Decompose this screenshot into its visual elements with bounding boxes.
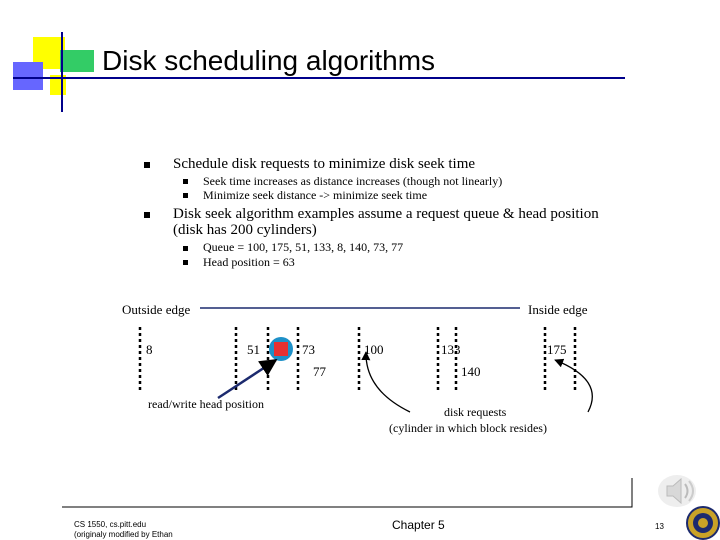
bullet-1-sub-1: Seek time increases as distance increases (though not linearly) [203,174,503,188]
cylinder-label: 133 [441,342,461,357]
bullet-2-sub-1: Queue = 100, 175, 51, 133, 8, 140, 73, 77 [203,240,404,254]
inside-edge-label: Inside edge [528,302,588,317]
cylinder-label: 100 [364,342,384,357]
footer-chapter: Chapter 5 [392,518,445,532]
footer-course-line2: (originaly modified by Ethan [74,530,173,539]
bullet-2-text-line2: (disk has 200 cylinders) [173,222,317,238]
disk-requests-sublabel: (cylinder in which block resides) [389,421,547,435]
university-seal-logo [686,506,720,540]
footer-rule [62,478,632,507]
cylinder-boundary-dashes [140,327,575,393]
head-position-label: read/write head position [148,397,264,411]
cylinder-label: 175 [547,342,567,357]
cylinder-label: 51 [247,342,260,357]
head-marker [274,342,288,356]
speaker-icon[interactable] [655,472,703,510]
page-number: 13 [655,522,664,531]
slide-title: Disk scheduling algorithms [102,45,436,76]
outside-edge-label: Outside edge [122,302,191,317]
footer-course: CS 1550, cs.pitt.edu [74,520,147,529]
cylinder-label: 8 [146,342,153,357]
cylinder-label: 77 [313,364,326,379]
cylinder-label: 73 [302,342,315,357]
disk-requests-label: disk requests [444,405,507,419]
bullet-1-text: Schedule disk requests to minimize disk seek time [173,156,476,172]
cylinder-label: 140 [461,364,481,379]
bullet-2-sub-2: Head position = 63 [203,255,295,269]
head-arrow [218,360,276,398]
bullet-2-text: Disk seek algorithm examples assume a request queue & head position [173,206,599,222]
request-arrow-right [555,360,592,412]
bullet-1-sub-2: Minimize seek distance -> minimize seek time [203,188,428,202]
request-arrow-left [366,352,410,412]
